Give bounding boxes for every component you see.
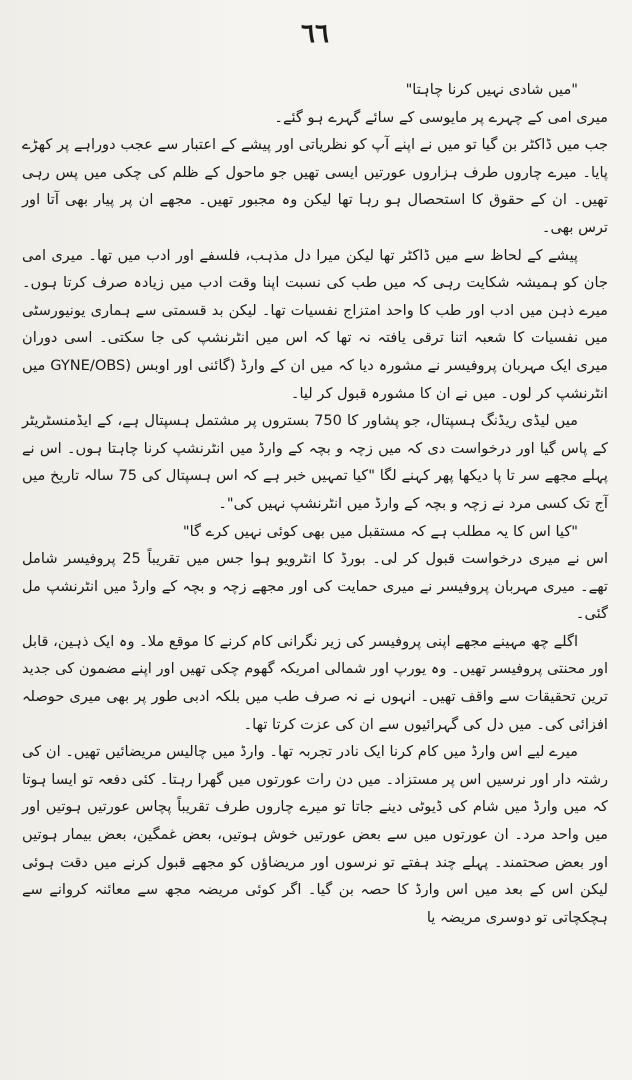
- page-body: [22, 76, 608, 931]
- paragraph-7: اس نے میری درخواست قبول کر لی۔ بورڈ کا انٹرویو ہوا جس میں تقریباً 25 پروفیسر شامل تھے۔ میری مہربان پروفیسر نے میری حمایت کی اور مجھے زچہ و بچہ کے وارڈ میں انٹرنشپ مل گئی۔: [22, 550, 608, 623]
- paragraph-3: جب میں ڈاکٹر بن گیا تو میں نے اپنے آپ کو نظریاتی اور پیشے کے اعتبار سے عجب دوراہے پر کھڑے پایا۔ میرے چاروں طرف ہزاروں عورتیں ایسی تھیں جو ماحول کے ظلم کی چکی میں پس رہی تھیں۔ ان کے حقوق کا استحصال ہو رہا تھا لیکن وہ مجبور تھیں۔ مجھے ان پر پیار بھی آتا اور ترس بھی۔: [22, 136, 608, 236]
- paragraph-2: میری امی کے چہرے پر مایوسی کے سائے گہرے ہو گئے۔: [274, 108, 608, 126]
- paragraph-4: پیشے کے لحاظ سے میں ڈاکٹر تھا لیکن میرا دل مذہب، فلسفے اور ادب میں تھا۔ میری امی جان کو ہمیشہ شکایت رہی کہ میں طب کی نسبت اپنا وقت ادب میں زیادہ صرف کرتا ہوں۔ میرے ذہن میں ادب اور طب کا واحد امتزاج نفسیات تھا۔ لیکن بد قسمتی سے ہماری یونیورسٹی میں نفسیات کا شعبہ اتنا ترقی یافتہ نہ تھا کہ اس میں انٹرنشپ کی جا سکتی۔ اسی دوران میری ایک مہربان پروفیسر نے مشورہ دیا کہ میں ان کے وارڈ (گائنی اور اوبس (GYNE/OBS میں انٹرنشپ کر لوں۔ میں نے ان کا مشورہ قبول کر لیا۔: [22, 246, 608, 402]
- paragraph-quote-6: "کیا اس کا یہ مطلب ہے کہ مستقبل میں بھی کوئی نہیں کرے گا": [182, 522, 578, 540]
- page-number: ٦٦: [301, 19, 329, 49]
- paragraph-quote-1: "میں شادی نہیں کرنا چاہتا": [405, 81, 578, 98]
- paragraph-5: میں لیڈی ریڈنگ ہسپتال، جو پشاور کا 750 بستروں پر مشتمل ہسپتال ہے، کے ایڈمنسٹریٹر کے پاس گیا اور درخواست دی کہ میں زچہ و بچہ کے وارڈ میں انٹرنشپ کرنا چاہتا ہوں۔ اس نے پہلے مجھے سر تا پا دیکھا پھر کہنے لگا "کیا تمہیں خبر ہے کہ اس ہسپتال کی 75 سالہ تاریخ میں آج تک کسی مرد نے زچہ و بچہ کے وارڈ میں انٹرنشپ نہیں کی"۔: [22, 412, 608, 512]
- paragraph-8: اگلے چھ مہینے مجھے اپنی پروفیسر کی زیر نگرانی کام کرنے کا موقع ملا۔ وہ ایک ذہین، قابل اور محنتی پروفیسر تھیں۔ وہ یورپ اور شمالی امریکہ گھوم چکی تھیں اور اپنے مضمون کی جدید ترین تحقیقات سے واقف تھیں۔ انہوں نے نہ صرف طب میں بلکہ ادبی طور پر بھی میری حوصلہ افزائی کی۔ میں دل کی گہرائیوں سے ان کی عزت کرتا تھا۔: [22, 632, 608, 733]
- paragraph-9: میرے لیے اس وارڈ میں کام کرنا ایک نادر تجربہ تھا۔ وارڈ میں چالیس مریضائیں تھیں۔ ان کی رشتہ دار اور نرسیں اس پر مستزاد۔ میں دن رات عورتوں میں گھرا رہتا۔ کئی دفعہ تو ایسا ہوتا کہ میں وارڈ میں شام کی ڈیوٹی دینے جاتا تو میرے چاروں طرف تقریباً پچاس عورتیں ہوتیں اور میں واحد مرد۔ ان عورتوں میں سے بعض عورتیں خوش ہوتیں، بعض غمگین، بعض بیمار ہوتیں اور بعض صحتمند۔ پہلے چند ہفتے تو نرسوں اور مریضاؤں کو مجھے قبول کرنے میں دقت ہوئی لیکن اس کے بعد میں اس وارڈ کا حصہ بن گیا۔ اگر کوئی مریضہ مجھ سے معائنہ کروانے سے ہچکچاتی تو دوسری مریضہ یا: [22, 743, 608, 926]
